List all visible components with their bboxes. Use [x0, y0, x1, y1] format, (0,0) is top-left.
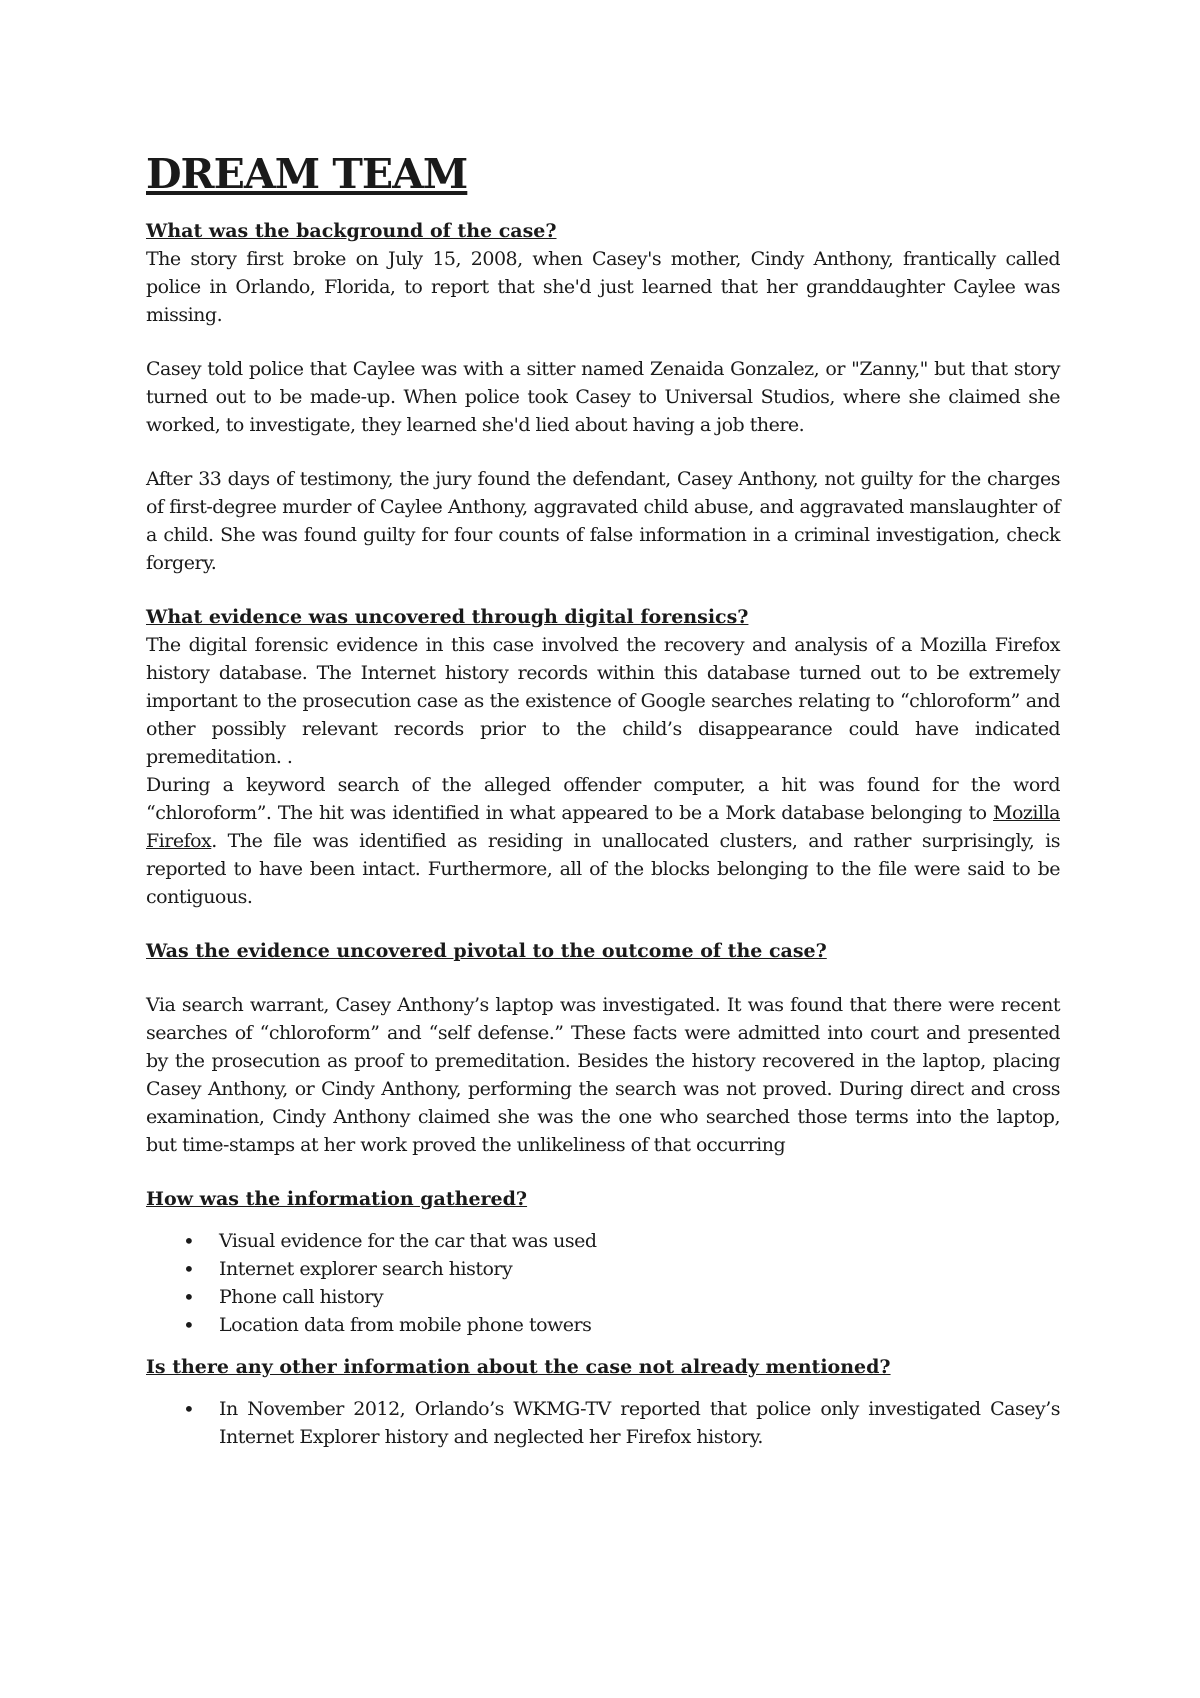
list-item: • Visual evidence for the car that was used [219, 1227, 1060, 1255]
paragraph: The story first broke on July 15, 2008, when Casey's mother, Cindy Anthony, frantically called police in Orlando, Florida, to report that she'd just learned that her granddaughter Caylee was missing. [146, 248, 1060, 327]
list-item: • Location data from mobile phone towers [219, 1311, 1060, 1339]
section-background [146, 217, 1060, 577]
section-heading: Was the evidence uncovered pivotal to the outcome of the case? [146, 940, 827, 963]
paragraph: Casey told police that Caylee was with a sitter named Zenaida Gonzalez, or "Zanny," but that story turned out to be made-up. When police took Casey to Universal Studios, where she claimed she worked, to investigate, they learned she'd lied about having a job there. [146, 358, 1060, 437]
section-other-info [146, 1353, 1060, 1451]
list-item [219, 1395, 1060, 1451]
section-pivotal [146, 937, 1060, 1159]
section-info-gathered [146, 1185, 1060, 1339]
paragraph: Via search warrant, Casey Anthony’s laptop was investigated. It was found that there were recent searches of “chloroform” and “self defense.” These facts were admitted into court and presented by the prosecution as proof to premeditation. Besides the history recovered in the laptop, placing Casey Anthony, or Cindy Anthony, performing the search was not proved. During direct and cross examination, Cindy Anthony claimed she was the one who searched those terms into the laptop, but time-stamps at her work proved the unlikeliness of that occurring [146, 994, 1060, 1157]
bullet-list [146, 1227, 1060, 1339]
paragraph [146, 771, 1060, 911]
section-heading: How was the information gathered? [146, 1188, 528, 1211]
list-item: • Phone call history [219, 1283, 1060, 1311]
paragraph: The digital forensic evidence in this case involved the recovery and analysis of a Mozilla Firefox history database. The Internet history records within this database turned out to be extremely important to the prosecution case as the existence of Google searches relating to “chloroform” and other possibly relevant records prior to the child’s disappearance could have indicated premeditation. . [146, 634, 1060, 769]
bullet-list [146, 1395, 1060, 1451]
mozilla-firefox-link[interactable]: Mozilla Firefox [146, 802, 1060, 853]
paragraph: After 33 days of testimony, the jury found the defendant, Casey Anthony, not guilty for the charges of first-degree murder of Caylee Anthony, aggravated child abuse, and aggravated manslaughter of a child. She was found guilty for four counts of false information in a criminal investigation, check forgery. [146, 468, 1060, 575]
list-item: • Internet explorer search history [219, 1255, 1060, 1283]
paragraph-text: . The file was identified as residing in unallocated clusters, and rather surprisingly, is reported to have been intact. Furthermore, all of the blocks belonging to the file were said to be contiguous. [146, 830, 1060, 909]
document-title: DREAM TEAM [146, 150, 468, 198]
section-heading: What evidence was uncovered through digital forensics? [146, 606, 749, 629]
paragraph-text: During a keyword search of the alleged offender computer, a hit was found for the word “chloroform”. The hit was identified in what appeared to be a Mork database belonging to [146, 774, 1060, 825]
section-heading: Is there any other information about the case not already mentioned? [146, 1356, 891, 1379]
section-evidence [146, 603, 1060, 911]
list-item-text: • In November 2012, Orlando’s WKMG-TV reported that police only investigated Casey’s Internet Explorer history and neglected her Firefox history. [219, 1398, 1060, 1449]
section-heading: What was the background of the case? [146, 220, 557, 243]
